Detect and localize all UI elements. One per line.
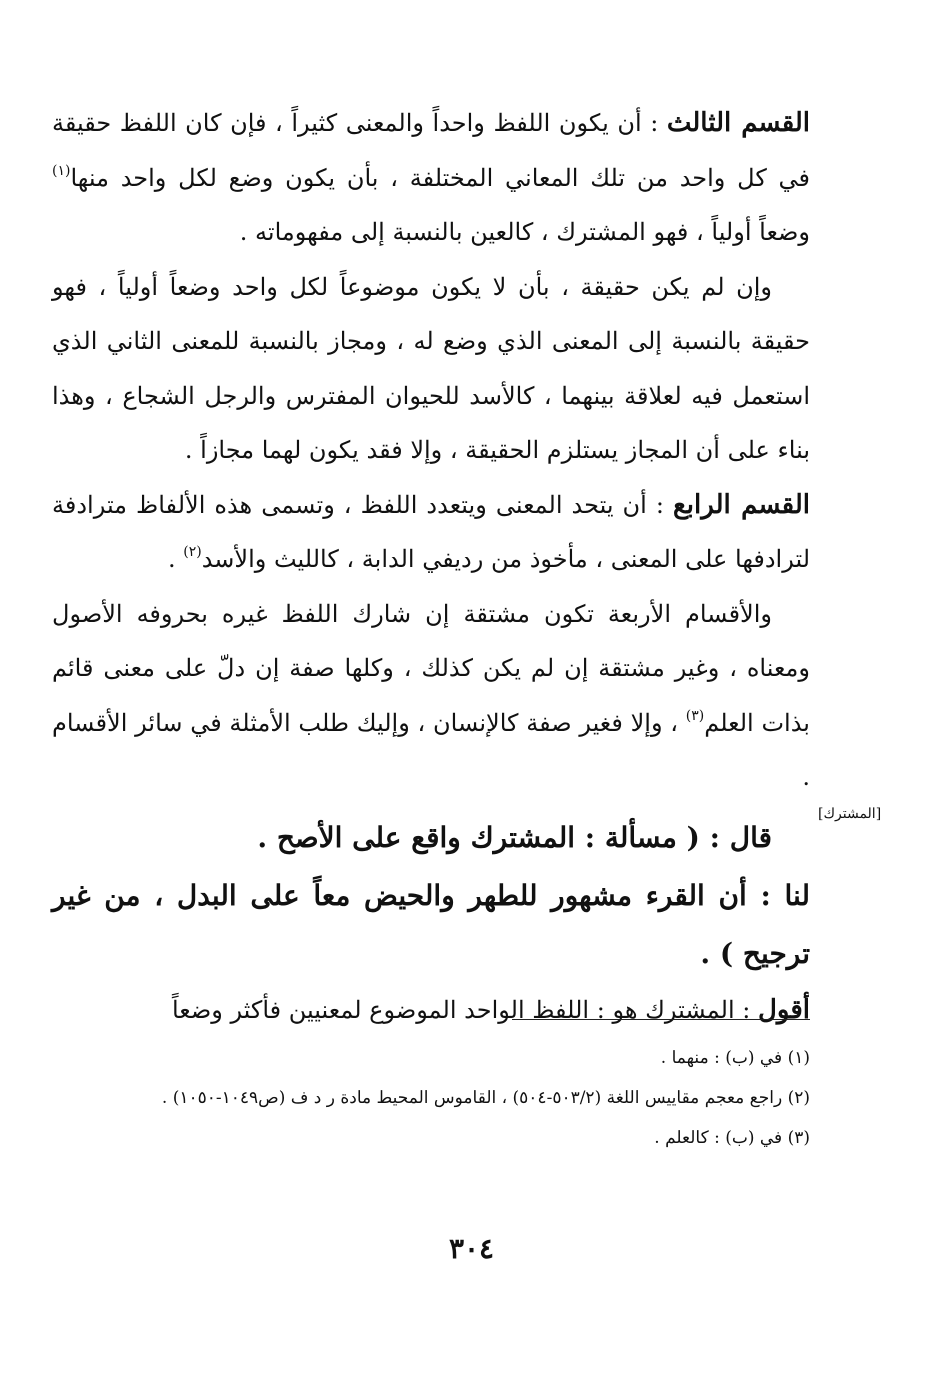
paragraph-four-sections bbox=[52, 587, 810, 805]
paragraph-text: : أن يتحد المعنى ويتعدد اللفظ ، وتسمى هذه الألفاظ مترادفة لترادفها على المعنى ، مأخوذ من رديفي الدابة ، كالليث والأسد bbox=[52, 490, 810, 573]
paragraph-third-section bbox=[52, 96, 810, 260]
section-heading-third: القسم الثالث bbox=[666, 108, 810, 138]
paragraph-text: ، وإلا فغير صفة كالإنسان ، وإليك طلب الأمثلة في سائر الأقسام . bbox=[52, 708, 810, 791]
paragraph-text: : أن يكون اللفظ واحداً والمعنى كثيراً ، فإن كان اللفظ حقيقة في كل واحد من تلك المعاني المختلفة ، بأن يكون وضع لكل واحد منها bbox=[52, 109, 810, 192]
section-heading-fourth: القسم الرابع bbox=[672, 489, 810, 520]
paragraph-text: وضعاً أولياً ، فهو المشترك ، كالعين بالنسبة إلى مفهوماته . bbox=[239, 218, 810, 246]
paragraph-text: والأقسام الأربعة تكون مشتقة إن شارك اللفظ غيره بحروفه الأصول ومعناه ، وغير مشتقة إن لم يكن كذلك ، وكلها صفة إن دلّ على معنى قائم بذات العلم bbox=[52, 599, 810, 737]
footnotes bbox=[52, 1038, 810, 1158]
paragraph-text: . bbox=[167, 545, 176, 573]
paragraph-fourth-section bbox=[52, 478, 810, 587]
footnote-item: (٣) في (ب) : كالعلم . bbox=[654, 1128, 810, 1148]
paragraph-majaz bbox=[52, 260, 810, 478]
paragraph-text: وإن لم يكن حقيقة ، بأن لا يكون موضوعاً لكل واحد وضعاً أولياً ، فهو حقيقة بالنسبة إلى المعنى الذي وضع له ، ومجاز بالنسبة للمعنى الثاني الذي استعمل فيه لعلاقة بينهما ، كالأسد للحيوان المفترس والرجل الشجاع ، وهذا بناء على أن المجاز يستلزم الحقيقة ، وإلا فقد يكون لهما مجازاً . bbox=[52, 272, 810, 464]
paragraph-text: : المشترك هو : اللفظ الواحد الموضوع لمعنيين فأكثر وضعاً bbox=[171, 995, 751, 1024]
footnote-ref-1[interactable]: (١) bbox=[52, 162, 71, 179]
quoted-text-block bbox=[52, 809, 810, 983]
footnote-ref-3[interactable]: (٣) bbox=[685, 707, 705, 724]
quote-lana: لنا : أن القرء مشهور للطهر والحيض معاً على البدل ، من غير ترجيح ) . bbox=[52, 878, 810, 970]
page-number: ٣٠٤ bbox=[448, 1232, 495, 1265]
paragraph-aqulu bbox=[52, 983, 810, 1038]
section-heading-aqulu: أقول bbox=[758, 994, 810, 1025]
quote-masala: قال : ( مسألة : المشترك واقع على الأصح . bbox=[257, 820, 772, 854]
footnote-ref-2[interactable]: (٢) bbox=[183, 544, 202, 560]
footnote-divider bbox=[512, 1019, 810, 1020]
main-text bbox=[52, 96, 810, 1037]
footnote-item: (٢) راجع معجم مقاييس اللغة (٥٠٣/٢-٥٠٤) ، القاموس المحيط مادة ر د ف (ص١٠٤٩-١٠٥٠) . bbox=[161, 1088, 810, 1108]
margin-note: [المشترك] bbox=[818, 806, 882, 822]
footnote-item: (١) في (ب) : منهما . bbox=[660, 1048, 810, 1068]
